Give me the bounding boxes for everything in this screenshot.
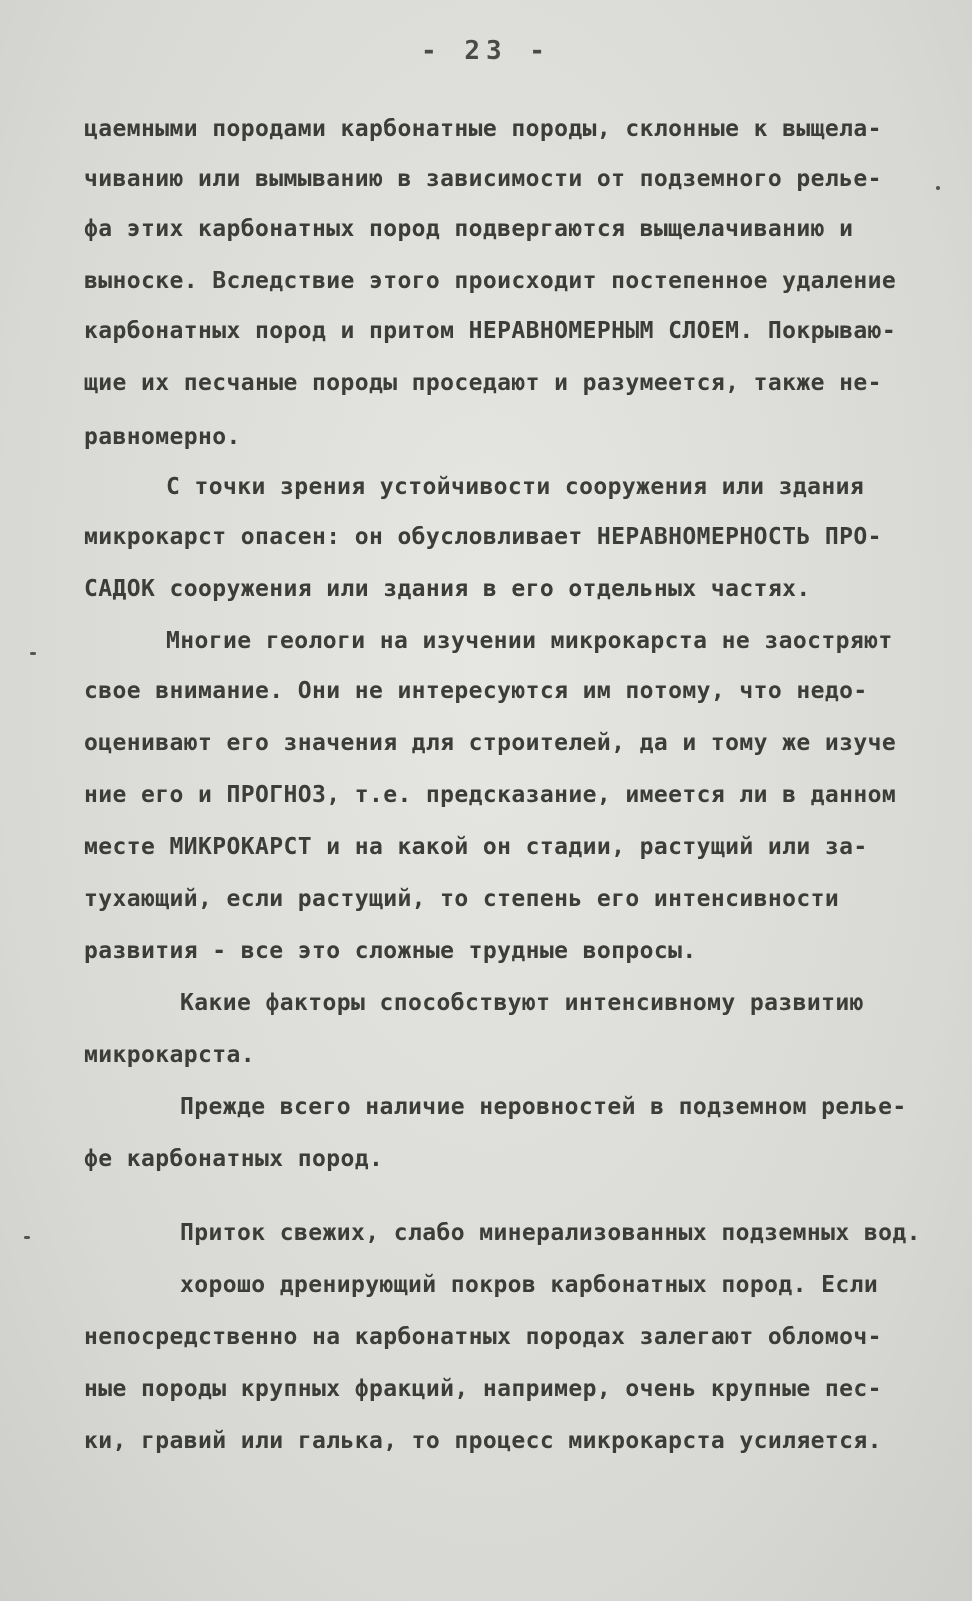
scan-speck — [30, 652, 36, 655]
text-line: развития - все это сложные трудные вопросы. — [84, 938, 697, 964]
text-line: ки, гравий или галька, то процесс микрокарста усиляется. — [84, 1428, 882, 1454]
text-line: ние его и ПРОГНОЗ, т.е. предсказание, имеется ли в данном — [84, 782, 897, 808]
paragraph-first-line: Приток свежих, слабо минерализованных подземных вод. — [180, 1220, 921, 1246]
text-line: непосредственно на карбонатных породах залегают обломоч- — [84, 1324, 882, 1350]
text-line: хорошо дренирующий покров карбонатных пород. Если — [180, 1272, 879, 1298]
text-line: САДОК сооружения или здания в его отдельных частях. — [84, 576, 811, 602]
text-line: фе карбонатных пород. — [84, 1146, 384, 1172]
text-line: щие их песчаные породы проседают и разумеется, также не- — [84, 370, 882, 396]
paragraph-first-line: Прежде всего наличие неровностей в подземном релье- — [180, 1094, 907, 1120]
paragraph-first-line: Многие геологи на изучении микрокарста не заостряют — [166, 628, 893, 654]
text-line: равномерно. — [84, 424, 241, 450]
text-line: фа этих карбонатных пород подвергаются выщелачиванию и — [84, 216, 854, 242]
text-line: оценивают его значения для строителей, да и тому же изуче — [84, 730, 897, 756]
text-line: микрокарст опасен: он обусловливает НЕРАВНОМЕРНОСТЬ ПРО- — [84, 524, 882, 550]
text-line: цаемными породами карбонатные породы, склонные к выщела- — [84, 116, 882, 142]
text-line: выноске. Вследствие этого происходит постепенное удаление — [84, 268, 897, 294]
scan-speck — [936, 186, 940, 190]
scan-speck — [24, 1236, 30, 1239]
text-line: чиванию или вымыванию в зависимости от подземного релье- — [84, 166, 882, 192]
text-line: карбонатных пород и притом НЕРАВНОМЕРНЫМ СЛОЕМ. Покрываю- — [84, 318, 897, 344]
text-line: ные породы крупных фракций, например, очень крупные пес- — [84, 1376, 882, 1402]
paragraph-first-line: Какие факторы способствуют интенсивному развитию — [180, 990, 864, 1016]
text-line: свое внимание. Они не интересуются им потому, что недо- — [84, 678, 868, 704]
page-number: - 23 - — [421, 36, 551, 66]
text-line: тухающий, если растущий, то степень его интенсивности — [84, 886, 840, 912]
text-line: микрокарста. — [84, 1042, 255, 1068]
text-line: месте МИКРОКАРСТ и на какой он стадии, растущий или за- — [84, 834, 868, 860]
paragraph-first-line: С точки зрения устойчивости сооружения или здания — [166, 474, 865, 500]
